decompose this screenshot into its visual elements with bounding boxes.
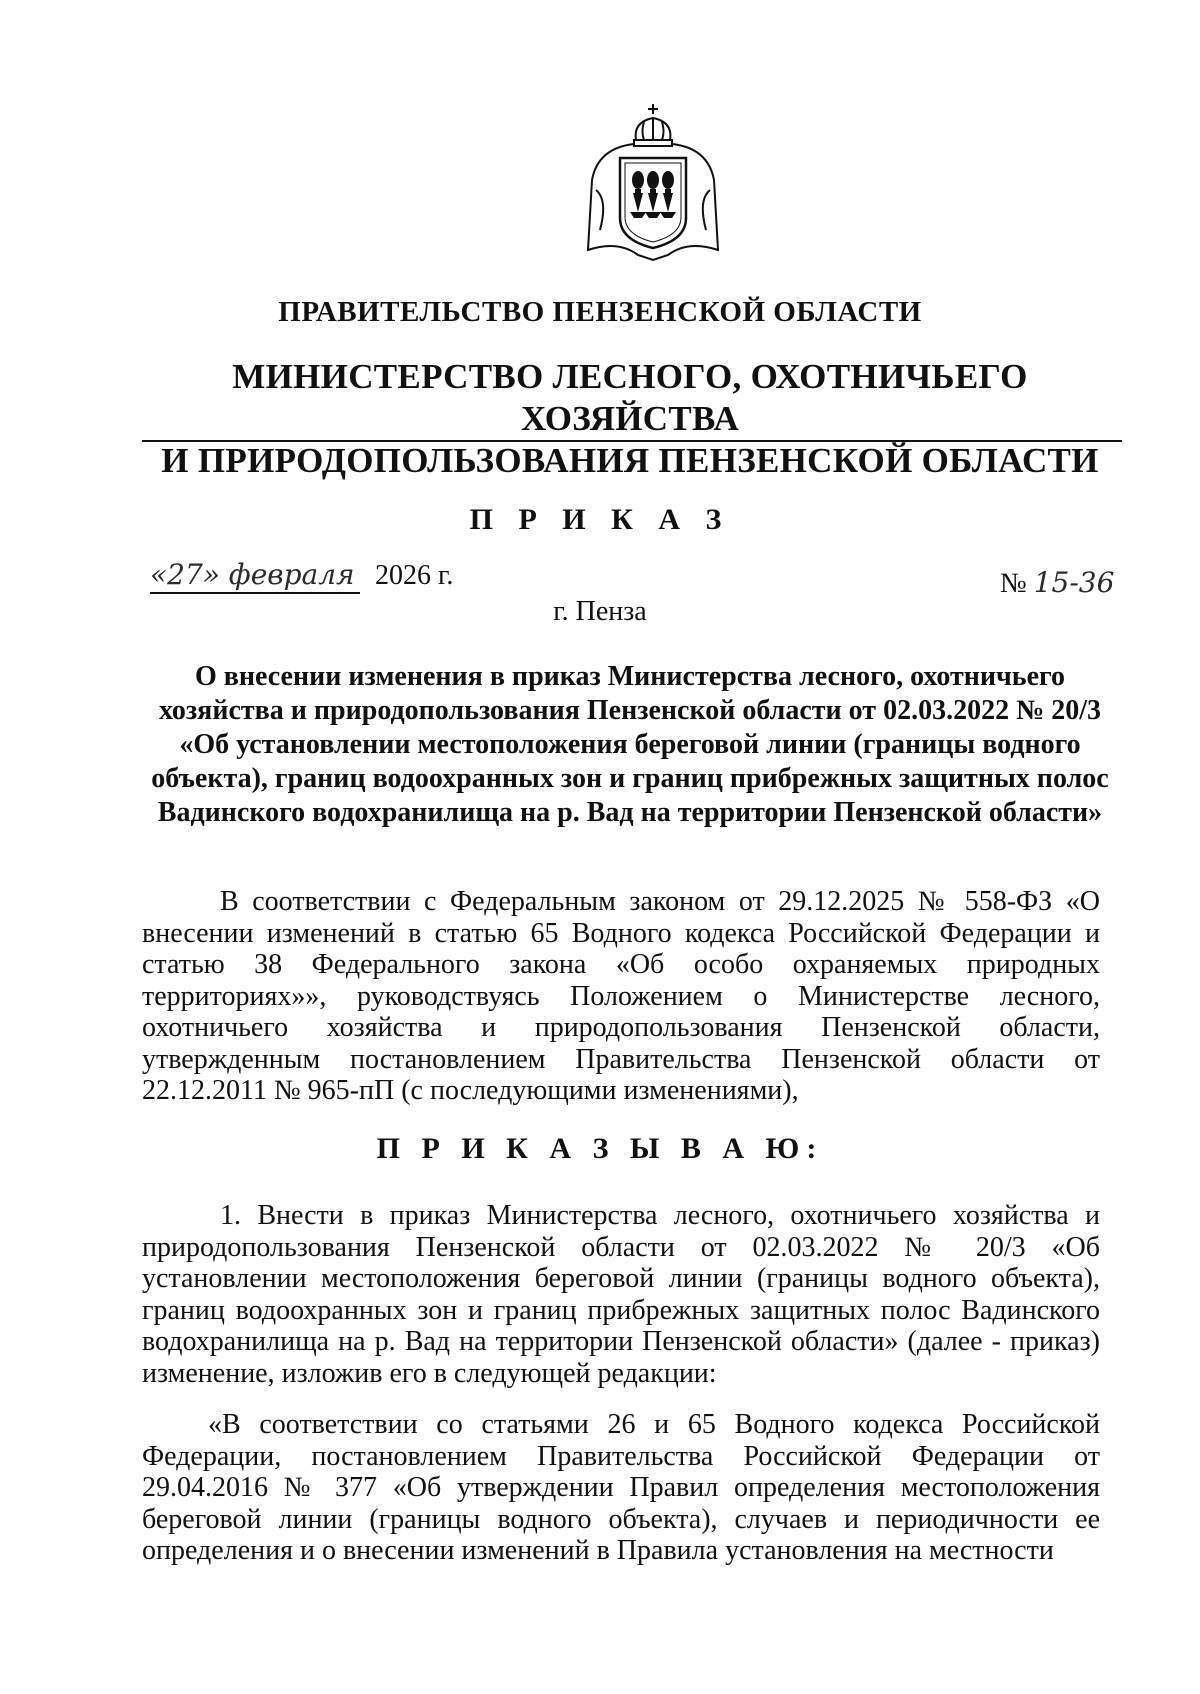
ministry-heading-line-2: И ПРИРОДОПОЛЬЗОВАНИЯ ПЕНЗЕНСКОЙ ОБЛАСТИ (161, 441, 1099, 480)
number-prefix: № (1000, 568, 1027, 599)
government-heading: ПРАВИТЕЛЬСТВО ПЕНЗЕНСКОЙ ОБЛАСТИ (278, 296, 922, 328)
penza-coat-of-arms-icon (578, 100, 728, 270)
order-title: О внесении изменения в приказ Министерства лесного, охотничьего хозяйства и природопользования Пензенской области от 02.03.2022 № 20/3 «Об установлении местоположения береговой линии (границы водного объекта), границ водоохранных зон и границ прибрежных защитных полос Вадинского водохранилища на р. Вад на территории Пензенской области» (151, 661, 1109, 828)
ministry-heading (150, 356, 1110, 482)
document-type: П Р И К А З (469, 503, 731, 536)
item-1-paragraph: 1. Внести в приказ Министерства лесного, охотничьего хозяйства и природопользования Пензенской области от 02.03.2022 № 20/3 «Об установлении местоположения береговой линии (границы водного объекта), границ водоохранных зон и границ прибрежных защитных полос Вадинского водохранилища на р. Вад на территории Пензенской области» (далее - приказ) изменение, изложив его в следующей редакции: (142, 1200, 1100, 1389)
ministry-heading-line-1: МИНИСТЕРСТВО ЛЕСНОГО, ОХОТНИЧЬЕГО ХОЗЯЙСТВА (232, 357, 1028, 438)
order-directive-heading: П Р И К А З Ы В А Ю: (376, 1132, 824, 1165)
number-handwritten: 15-36 (1033, 566, 1115, 599)
quoted-text-paragraph: «В соответствии со статьями 26 и 65 Водного кодекса Российской Федерации, постановлением Правительства Российской Федерации от 29.04.2016 № 377 «Об утверждении Правил определения местоположения береговой линии (границы водного объекта), случаев и периодичности ее определения и о внесении изменений в Правила установления на местности (142, 1409, 1100, 1566)
date-handwritten: «27» февраля (150, 558, 355, 591)
header-divider (142, 440, 1122, 442)
date-year: 2026 г. (375, 560, 454, 591)
order-date (150, 558, 453, 594)
order-city: г. Пенза (553, 596, 647, 627)
order-number (1000, 566, 1114, 600)
preamble-paragraph: В соответствии с Федеральным законом от 29.12.2025 № 558-ФЗ «О внесении изменений в статью 65 Водного кодекса Российской Федерации и статью 38 Федерального закона «Об особо охраняемых природных территориях»», руководствуясь Положением о Министерстве лесного, охотничьего хозяйства и природопользования Пензенской области, утвержденным постановлением Правительства Пензенской области от 22.12.2011 № 965-пП (с последующими изменениями), (142, 886, 1100, 1106)
